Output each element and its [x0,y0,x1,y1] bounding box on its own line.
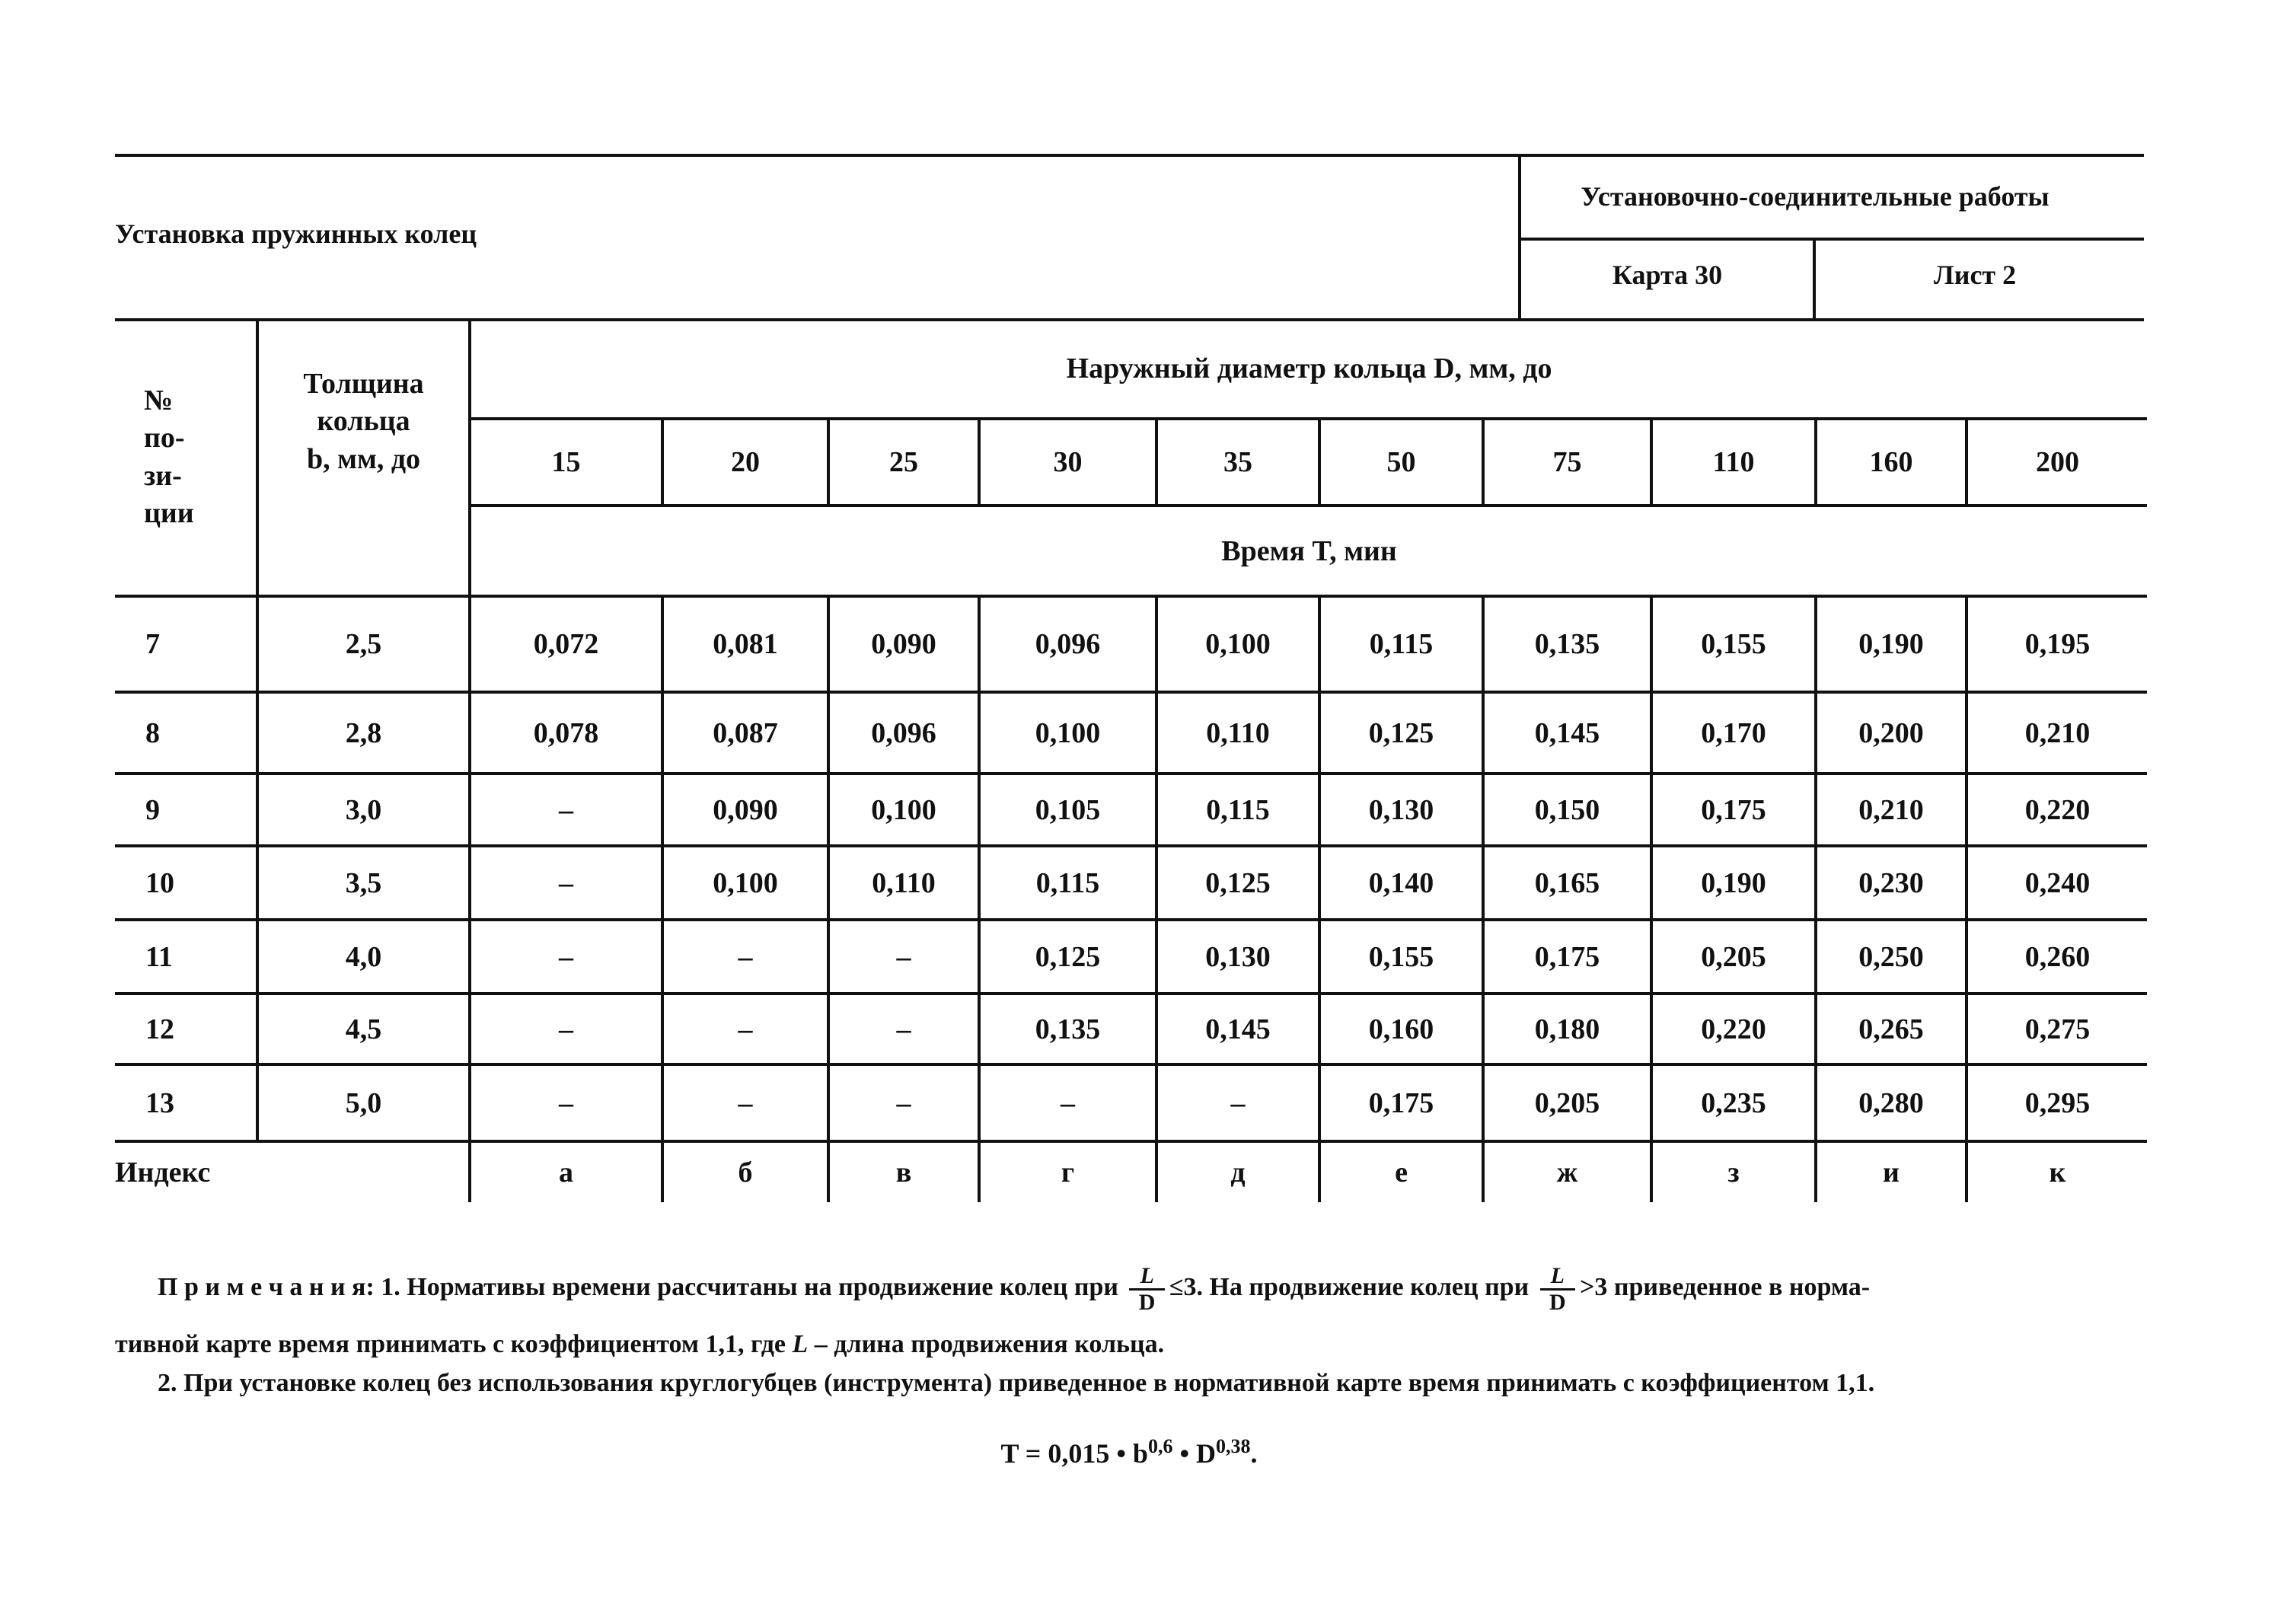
table-row [115,596,2147,692]
table-row [115,692,2147,774]
formula-mid: • D [1172,1438,1217,1469]
header-position [115,320,257,596]
diameter-header: 50 [1319,419,1483,506]
fraction-l-over-d [1129,1264,1164,1314]
time-cell: – [470,774,662,846]
time-cell: 0,130 [1319,774,1483,846]
header-label: Толщина кольца b, мм, до [303,368,424,475]
time-cell: 0,155 [1651,596,1816,692]
time-cell: 0,145 [1483,692,1651,774]
time-cell: – [1156,1064,1319,1141]
time-cell: 0,220 [1967,774,2147,846]
time-cell: 0,160 [1319,994,1483,1064]
time-cell: 0,190 [1816,596,1967,692]
time-cell: 0,140 [1319,846,1483,920]
time-cell: 0,175 [1483,920,1651,994]
time-cell: 0,096 [979,596,1156,692]
time-cell: 0,205 [1483,1064,1651,1141]
diameter-header: 15 [470,419,662,506]
note-1-part-b: ≤3. На продвижение колец при [1169,1272,1530,1301]
time-cell: 0,235 [1651,1064,1816,1141]
time-cell: 0,125 [979,920,1156,994]
time-cell: 0,195 [1967,596,2147,692]
time-cell: 0,265 [1816,994,1967,1064]
note-1-L: L [792,1330,809,1358]
note-1-part-c: >3 приведенное в норма- [1580,1272,1871,1301]
time-cell: 0,175 [1651,774,1816,846]
time-cell: 0,155 [1319,920,1483,994]
time-cell: 0,100 [662,846,828,920]
document-title: Установка пружинных колец [115,219,477,249]
header-diameter-group: Наружный диаметр кольца D, мм, до [470,320,2147,419]
time-norms-table [115,320,2147,1202]
sheet-number: Лист 2 [1933,260,2017,290]
diameter-header: 160 [1816,419,1967,506]
notes [115,1264,2144,1314]
position-cell: 8 [115,692,257,774]
fraction-numerator: L [1129,1264,1164,1291]
index-cell: е [1319,1141,1483,1202]
position-cell: 12 [115,994,257,1064]
time-cell: 0,110 [828,846,979,920]
note-1-part-a: 1. Нормативы времени рассчитаны на продвижение колец при [381,1272,1118,1301]
thickness-cell: 2,8 [257,692,470,774]
time-cell: – [470,846,662,920]
time-cell: 0,125 [1156,846,1319,920]
diameter-header: 200 [1967,419,2147,506]
time-cell: 0,205 [1651,920,1816,994]
time-cell: 0,125 [1319,692,1483,774]
position-cell: 10 [115,846,257,920]
time-cell: 0,150 [1483,774,1651,846]
fraction-denominator: D [1549,1289,1566,1315]
time-cell: 0,100 [979,692,1156,774]
diameter-header: 35 [1156,419,1319,506]
time-cell: 0,096 [828,692,979,774]
diameter-header: 25 [828,419,979,506]
card-divider [1813,238,1816,321]
time-cell: 0,200 [1816,692,1967,774]
section-rule [1518,238,2144,241]
time-cell: – [828,994,979,1064]
time-cell: 0,230 [1816,846,1967,920]
thickness-cell: 4,5 [257,994,470,1064]
time-cell: 0,145 [1156,994,1319,1064]
index-cell: в [828,1141,979,1202]
note-2: 2. При установке колец без использования круглогубцев (инструмента) приведенное в нормативной карте время принимать с коэффициентом 1,1. [158,1369,1875,1397]
time-cell: – [470,1064,662,1141]
formula [1000,1435,1257,1469]
note-1-part-e: – длина продвижения кольца. [814,1330,1165,1358]
time-cell: – [662,994,828,1064]
time-cell: 0,110 [1156,692,1319,774]
index-cell: и [1816,1141,1967,1202]
time-cell: 0,210 [1967,692,2147,774]
time-cell: 0,250 [1816,920,1967,994]
time-cell: 0,135 [979,994,1156,1064]
time-cell: – [828,1064,979,1141]
time-cell: 0,220 [1651,994,1816,1064]
time-cell: 0,130 [1156,920,1319,994]
time-cell: 0,087 [662,692,828,774]
table-row [115,994,2147,1064]
time-cell: 0,260 [1967,920,2147,994]
section-title: Установочно-соединительные работы [1581,181,2050,212]
time-cell: 0,081 [662,596,828,692]
time-cell: 0,100 [1156,596,1319,692]
time-cell: – [662,920,828,994]
time-cell: – [828,920,979,994]
time-cell: 0,100 [828,774,979,846]
thickness-cell: 2,5 [257,596,470,692]
table-row [115,1064,2147,1141]
thickness-cell: 4,0 [257,920,470,994]
formula-exp-b: 0,6 [1147,1435,1173,1457]
time-cell: 0,115 [1156,774,1319,846]
formula-exp-d: 0,38 [1216,1435,1251,1457]
fraction-l-over-d-2 [1540,1264,1575,1314]
time-cell: 0,090 [828,596,979,692]
time-cell: 0,210 [1816,774,1967,846]
time-cell: 0,115 [979,846,1156,920]
thickness-cell: 3,0 [257,774,470,846]
position-cell: 7 [115,596,257,692]
position-cell: 13 [115,1064,257,1141]
time-cell: – [662,1064,828,1141]
time-cell: 0,190 [1651,846,1816,920]
time-cell: 0,175 [1319,1064,1483,1141]
index-cell: ж [1483,1141,1651,1202]
diameter-header: 110 [1651,419,1816,506]
formula-end: . [1250,1438,1258,1469]
card-number: Карта 30 [1612,260,1723,290]
header-thickness [257,320,470,596]
position-cell: 11 [115,920,257,994]
thickness-cell: 5,0 [257,1064,470,1141]
index-cell: з [1651,1141,1816,1202]
index-cell: д [1156,1141,1319,1202]
header-time: Время T, мин [470,506,2147,596]
time-cell: 0,295 [1967,1064,2147,1141]
table-row [115,920,2147,994]
top-rule [115,154,2144,157]
diameter-header: 75 [1483,419,1651,506]
header-label: № по- зи- ции [144,384,194,529]
index-cell: а [470,1141,662,1202]
time-cell: 0,090 [662,774,828,846]
index-cell: б [662,1141,828,1202]
time-cell: 0,135 [1483,596,1651,692]
note-1-part-d: тивной карте время принимать с коэффициентом 1,1, где [115,1330,786,1358]
time-cell: – [470,920,662,994]
time-cell: 0,115 [1319,596,1483,692]
formula-lhs: T = 0,015 • b [1000,1438,1148,1469]
time-cell: 0,105 [979,774,1156,846]
time-cell: 0,078 [470,692,662,774]
fraction-denominator: D [1138,1289,1156,1315]
time-cell: – [470,994,662,1064]
notes-label: П р и м е ч а н и я: [158,1272,375,1301]
time-cell: 0,170 [1651,692,1816,774]
time-cell: 0,165 [1483,846,1651,920]
fraction-numerator: L [1540,1264,1575,1291]
time-cell: – [979,1064,1156,1141]
thickness-cell: 3,5 [257,846,470,920]
position-cell: 9 [115,774,257,846]
time-cell: 0,180 [1483,994,1651,1064]
note-1-continued [115,1329,2144,1361]
table-row [115,774,2147,846]
index-cell: г [979,1141,1156,1202]
time-cell: 0,280 [1816,1064,1967,1141]
diameter-header: 20 [662,419,828,506]
time-cell: 0,275 [1967,994,2147,1064]
time-cell: 0,072 [470,596,662,692]
index-label: Индекс [115,1141,470,1202]
table-row [115,846,2147,920]
diameter-header: 30 [979,419,1156,506]
index-cell: к [1967,1141,2147,1202]
time-cell: 0,240 [1967,846,2147,920]
